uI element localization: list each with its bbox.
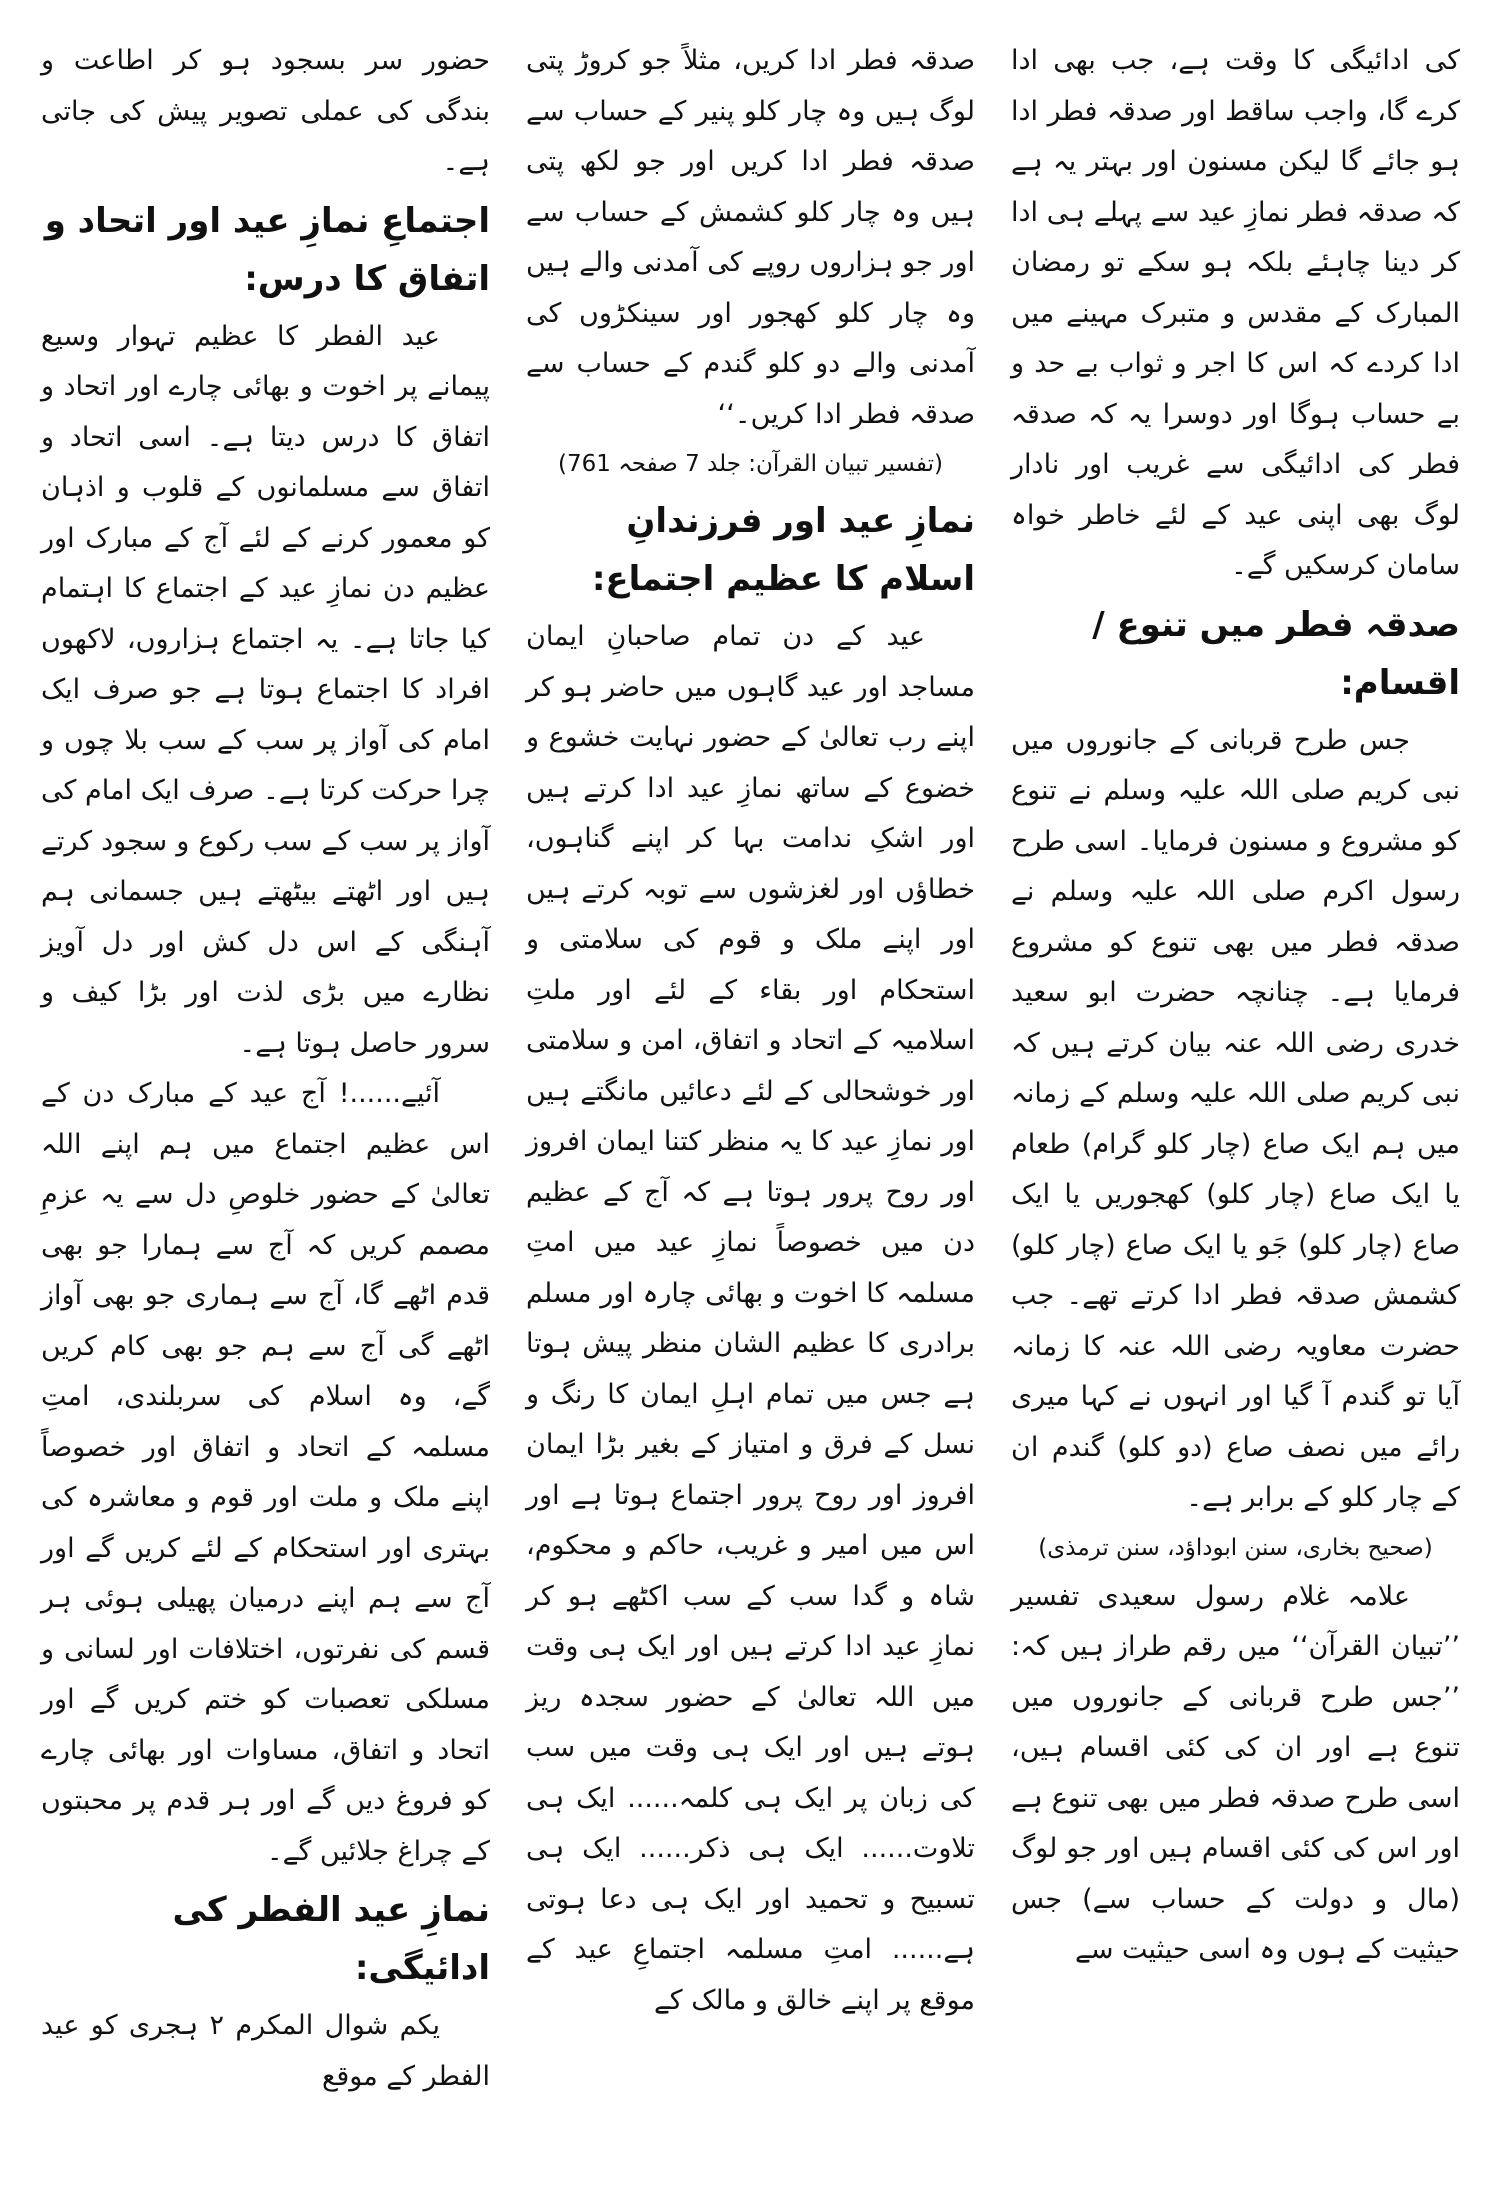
paragraph: کی ادائیگی کا وقت ہے، جب بھی ادا کرے گا، واجب ساقط اور صدقہ فطر ادا ہو جائے گا لیکن مسنون اور بہتر یہ ہے کہ صدقہ فطر نمازِ عید سے پہلے ہی ادا کر دینا چاہئے بلکہ ہو سکے تو رمضان المبارک کے مقدس و متبرک مہینے میں ادا کردے کہ اس کا اجر و ثواب بے حد و بے حساب ہوگا اور دوسرا یہ کہ صدقہ فطر کی ادائیگی سے غریب اور نادار لوگ بھی اپنی عید کے لئے خاطر خواہ سامان کرسکیں گے۔ — [1011, 45, 1460, 581]
paragraph: یکم شوال المکرم ۲ ہجری کو عید الفطر کے موقع — [41, 2010, 490, 2092]
paragraph: صدقہ فطر ادا کریں، مثلاً جو کروڑ پتی لوگ ہیں وہ چار کلو پنیر کے حساب سے صدقہ فطر ادا کریں اور جو لکھ پتی ہیں وہ چار کلو کشمش کے حساب سے اور جو ہزاروں روپے کی آمدنی والے ہیں وہ چار کلو کھجور اور سینکڑوں کی آمدنی والے دو کلو گندم کے حساب سے صدقہ فطر ادا کریں۔‘‘ — [526, 45, 975, 430]
section-heading: نمازِ عید اور فرزندانِ اسلام کا عظیم اجتماع: — [591, 501, 975, 599]
reference-citation: (تفسیر تبیان القرآن: جلد 7 صفحہ 761) — [558, 451, 943, 477]
column-right — [993, 36, 1478, 2186]
paragraph: عید کے دن تمام صاحبانِ ایمان مساجد اور عید گاہوں میں حاضر ہو کر اپنے رب تعالیٰ کے حضور نہایت خشوع و خضوع کے ساتھ نمازِ عید ادا کرتے ہیں اور اشکِ ندامت بہا کر اپنے گناہوں، خطاؤں اور لغزشوں سے توبہ کرتے ہیں اور اپنے ملک و قوم کی سلامتی و استحکام اور بقاء کے لئے اور ملتِ اسلامیہ کے اتحاد و اتفاق، امن و سلامتی اور خوشحالی کے لئے دعائیں مانگتے ہیں اور نمازِ عید کا یہ منظر کتنا ایمان افروز اور روح پرور ہوتا ہے کہ آج کے عظیم دن میں خصوصاً نمازِ عید میں امتِ مسلمہ کا اخوت و بھائی چارہ اور مسلم برادری کا عظیم الشان منظر پیش ہوتا ہے جس میں تمام اہلِ ایمان کا رنگ و نسل کے فرق و امتیاز کے بغیر بڑا ایمان افروز اور روح پرور اجتماع ہوتا ہے اور اس میں امیر و غریب، حاکم و محکوم، شاہ و گدا سب کے سب اکٹھے ہو کر نمازِ عید ادا کرتے ہیں اور ایک ہی وقت میں اللہ تعالیٰ کے حضور سجدہ ریز ہوتے ہیں اور ایک ہی وقت میں سب کی زبان پر ایک ہی کلمہ...... ایک ہی تلاوت...... ایک ہی ذکر...... ایک ہی تسبیح و تحمید اور ایک ہی دعا ہوتی ہے...... امتِ مسلمہ اجتماعِ عید کے موقع پر اپنے خالق و مالک کے — [526, 621, 975, 2016]
paragraph: آئیے......! آج عید کے مبارک دن کے اس عظیم اجتماع میں ہم اپنے اللہ تعالیٰ کے حضور خلوصِ دل سے یہ عزمِ مصمم کریں کہ آج سے ہمارا جو بھی قدم اٹھے گا، آج سے ہماری جو بھی آواز اٹھے گی آج سے ہم جو بھی کام کریں گے، وہ اسلام کی سربلندی، امتِ مسلمہ کے اتحاد و اتفاق اور خصوصاً اپنے ملک و ملت اور قوم و معاشرہ کی بہتری اور استحکام کے لئے کریں گے اور آج سے ہم اپنے درمیان پھیلی ہوئی ہر قسم کی نفرتوں، اختلافات اور لسانی و مسلکی تعصبات کو ختم کریں گے اور اتحاد و اتفاق، مساوات اور بھائی چارے کو فروغ دیں گے اور ہر قدم پر محبتوں کے چراغ جلائیں گے۔ — [41, 1078, 490, 1867]
section-heading: نمازِ عید الفطر کی ادائیگی: — [172, 1890, 490, 1988]
section-heading: صدقہ فطر میں تنوع / اقسام: — [1092, 604, 1460, 703]
paragraph: عید الفطر کا عظیم تہوار وسیع پیمانے پر اخوت و بھائی چارے اور اتحاد و اتفاق کا درس دیتا ہے۔ اسی اتحاد و اتفاق سے مسلمانوں کے قلوب و اذہان کو معمور کرنے کے لئے آج کے مبارک اور عظیم دن نمازِ عید کے اجتماع کا اہتمام کیا جاتا ہے۔ یہ اجتماع ہزاروں، لاکھوں افراد کا اجتماع ہوتا ہے جو صرف ایک امام کی آواز پر سب کے سب بلا چوں و چرا حرکت کرتا ہے۔ صرف ایک امام کی آواز پر سب کے سب رکوع و سجود کرتے ہیں اور اٹھتے بیٹھتے ہیں جسمانی ہم آہنگی کے اس دل کش اور دل آویز نظارے میں بڑی لذت اور بڑا کیف و سرور حاصل ہوتا ہے۔ — [41, 320, 490, 1059]
paragraph: علامہ غلام رسول سعیدی تفسیر ’’تبیان القرآن‘‘ میں رقم طراز ہیں کہ: ’’جس طرح قربانی کے جانوروں میں تنوع ہے اور ان کی کئی اقسام ہیں، اسی طرح صدقہ فطر میں بھی تنوع ہے اور اس کی کئی اقسام ہیں اور جو لوگ (مال و دولت کے حساب سے) جس حیثیت کے ہوں وہ اسی حیثیت سے — [1011, 1580, 1460, 1965]
reference-citation: (صحیح بخاری، سنن ابوداؤد، سنن ترمذی) — [1038, 1534, 1433, 1561]
column-left — [23, 36, 508, 2186]
paragraph: جس طرح قربانی کے جانوروں میں نبی کریم صلی اللہ علیہ وسلم نے تنوع کو مشروع و مسنون فرمایا۔ اسی طرح رسول اکرم صلی اللہ علیہ وسلم نے صدقہ فطر میں بھی تنوع کو مشروع فرمایا ہے۔ چنانچہ حضرت ابو سعید خدری رضی اللہ عنہ بیان کرتے ہیں کہ نبی کریم صلی اللہ علیہ وسلم کے زمانہ میں ہم ایک صاع (چار کلو گرام) طعام یا ایک صاع (چار کلو) کھجوریں یا ایک صاع (چار کلو) جَو یا ایک صاع (چار کلو) کشمش صدقہ فطر ادا کرتے تھے۔ جب حضرت معاویہ رضی اللہ عنہ کا زمانہ آیا تو گندم آ گیا اور انہوں نے کہا میری رائے میں نصف صاع (دو کلو) گندم ان کے چار کلو کے برابر ہے۔ — [1011, 724, 1460, 1513]
section-heading: اجتماعِ نمازِ عید اور اتحاد و اتفاق کا درس: — [44, 200, 490, 299]
paragraph: حضور سر بسجود ہو کر اطاعت و بندگی کی عملی تصویر پیش کی جاتی ہے۔ — [41, 45, 490, 177]
column-middle — [508, 36, 993, 2186]
